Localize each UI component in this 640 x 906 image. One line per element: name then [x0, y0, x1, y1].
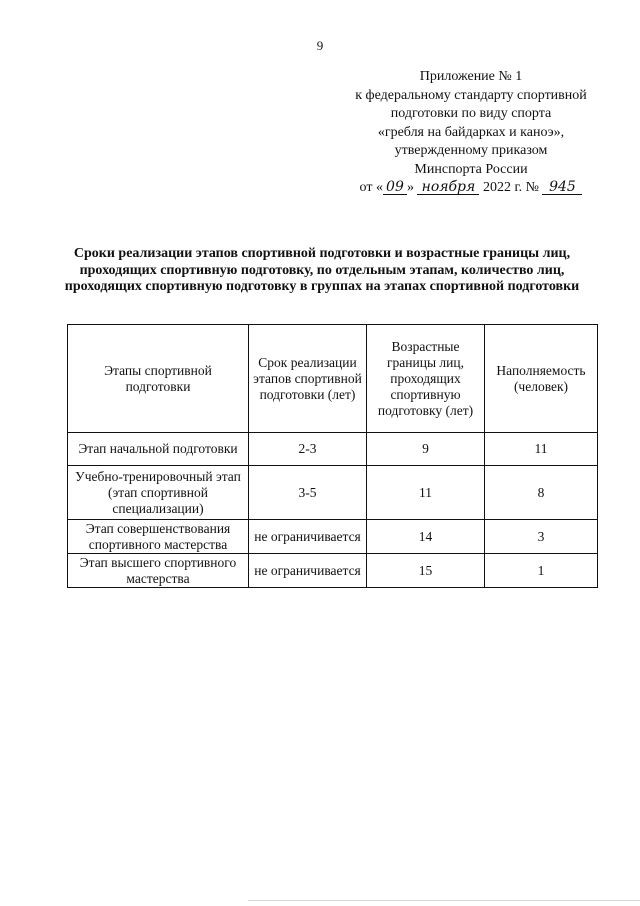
cell-group-size: 1 [485, 554, 598, 588]
page-number: 9 [316, 38, 324, 53]
cell-age: 11 [367, 466, 485, 520]
appendix-line: Минспорта России [414, 161, 528, 177]
table-header-row [68, 325, 598, 433]
cell-stage: Этап высшего спортивного мастерства [68, 554, 249, 588]
cell-group-size: 8 [485, 466, 598, 520]
header-stages: Этапы спортивной подготовки [68, 325, 249, 433]
cell-stage: Учебно-тренировочный этап (этап спортивной специализации) [68, 466, 249, 520]
cell-group-size: 11 [485, 433, 598, 466]
year-text: 2022 г. № [482, 180, 539, 195]
appendix-line: Приложение № 1 [419, 69, 523, 84]
table-row [68, 520, 598, 554]
header-age-limits: Возрастные границы лиц, проходящих спортивную подготовку (лет) [367, 325, 485, 433]
cell-duration: 2-3 [249, 433, 367, 466]
cell-stage: Этап начальной подготовки [68, 433, 249, 466]
cell-duration: 3-5 [249, 466, 367, 520]
cell-group-size: 3 [485, 520, 598, 554]
appendix-line: к федеральному стандарту спортивной [355, 87, 587, 103]
table-row [68, 433, 598, 466]
appendix-line: «гребля на байдарках и каноэ», [377, 124, 565, 140]
document-title: Сроки реализации этапов спортивной подготовки и возрастные границы лиц, проходящих спортивную подготовку, по отдельным этапам, количество лиц, проходящих спортивную подготовку в группах на этапах спортивной подготовки [64, 246, 580, 294]
cell-age: 15 [367, 554, 485, 588]
header-duration: Срок реализации этапов спортивной подготовки (лет) [249, 325, 367, 433]
appendix-block [340, 68, 602, 198]
appendix-line: подготовки по виду спорта [390, 106, 552, 121]
header-group-size: Наполняемость (человек) [485, 325, 598, 433]
table-row [68, 554, 598, 588]
date-mid: » [406, 180, 414, 195]
scan-edge [248, 900, 640, 906]
handwritten-order-number: 945 [542, 180, 582, 195]
stages-table [67, 324, 598, 588]
cell-duration: не ограничивается [249, 520, 367, 554]
cell-duration: не ограничивается [249, 554, 367, 588]
table-row [68, 466, 598, 520]
cell-age: 9 [367, 433, 485, 466]
cell-age: 14 [367, 520, 485, 554]
order-date-line [340, 179, 602, 198]
handwritten-month: ноября [417, 180, 479, 195]
handwritten-day: 09 [383, 180, 407, 195]
appendix-line: утвержденному приказом [394, 143, 548, 158]
cell-stage: Этап совершенствования спортивного мастерства [68, 520, 249, 554]
date-prefix: от « [359, 180, 383, 195]
